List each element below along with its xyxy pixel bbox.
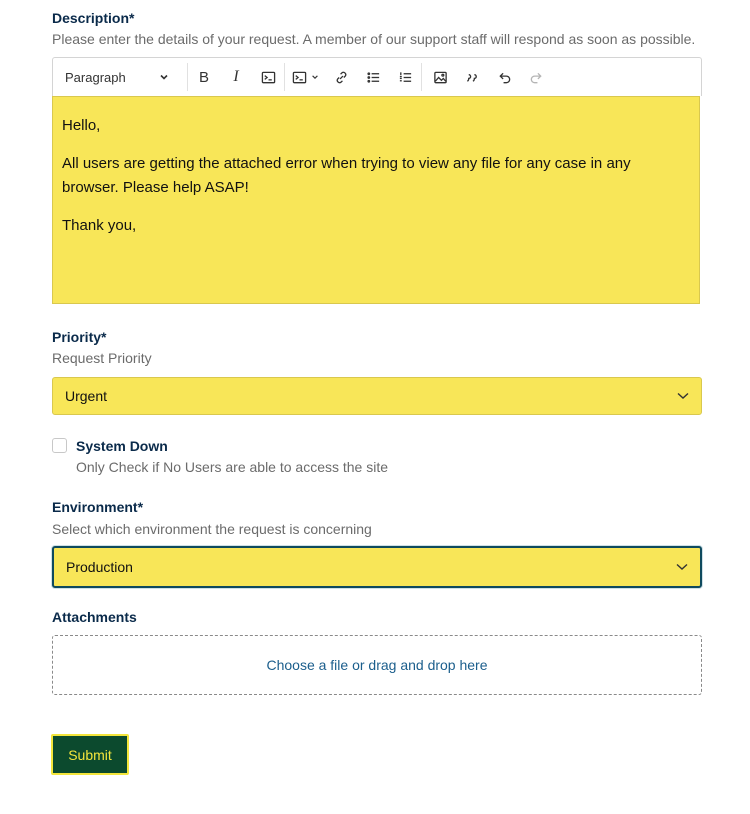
link-icon [334,70,349,85]
code-icon [261,70,276,85]
attachments-label: Attachments [52,609,137,625]
paragraph-style-dropdown[interactable] [53,63,181,91]
redo-button[interactable] [520,63,552,91]
numbered-list-icon [398,70,413,85]
submit-button[interactable]: Submit [51,734,129,775]
editor-toolbar [52,57,702,96]
environment-label: Environment* [52,499,144,515]
priority-hint: Request Priority [52,350,152,366]
system-down-label[interactable]: System Down [76,438,168,454]
editor-paragraph: Thank you, [62,217,137,234]
italic-icon: I [233,68,239,85]
paragraph-style-label: Paragraph [65,69,126,85]
environment-hint: Select which environment the request is concerning [52,521,372,537]
chevron-down-icon [159,72,169,82]
chevron-down-icon [311,73,319,81]
bold-button[interactable] [188,63,220,91]
editor-paragraph: All users are getting the attached error when trying to view any file for any case in any browser. Please help ASAP! [62,155,631,196]
redo-icon [529,70,544,85]
dropzone-text[interactable]: Choose a file or drag and drop here [266,657,488,673]
toolbar-divider [421,63,422,91]
italic-button[interactable] [220,63,252,91]
attachment-dropzone[interactable] [52,635,702,695]
numbered-list-button[interactable] [389,63,421,91]
system-down-checkbox[interactable] [52,438,67,453]
bulleted-list-button[interactable] [357,63,389,91]
priority-select[interactable] [52,377,702,415]
chevron-down-icon [677,392,689,400]
code-block-icon [292,70,307,85]
undo-button[interactable] [488,63,520,91]
insert-image-button[interactable] [424,63,456,91]
bold-icon: B [198,68,209,86]
link-button[interactable] [325,63,357,91]
undo-icon [497,70,512,85]
priority-selected-value: Urgent [65,388,108,404]
description-editor[interactable] [52,96,700,304]
code-block-button[interactable] [285,63,325,91]
bulleted-list-icon [366,70,381,85]
chevron-down-icon [676,563,688,571]
description-label: Description* [52,10,135,26]
inline-code-button[interactable] [252,63,284,91]
description-hint: Please enter the details of your request. A member of our support staff will respond as soon as possible. [52,31,696,47]
image-icon [433,70,448,85]
block-quote-button[interactable] [456,63,488,91]
environment-selected-value: Production [66,559,133,575]
system-down-hint: Only Check if No Users are able to access the site [76,459,389,475]
quote-icon [465,70,480,85]
editor-paragraph: Hello, [62,117,101,134]
environment-select[interactable] [52,546,702,588]
priority-label: Priority* [52,329,107,345]
